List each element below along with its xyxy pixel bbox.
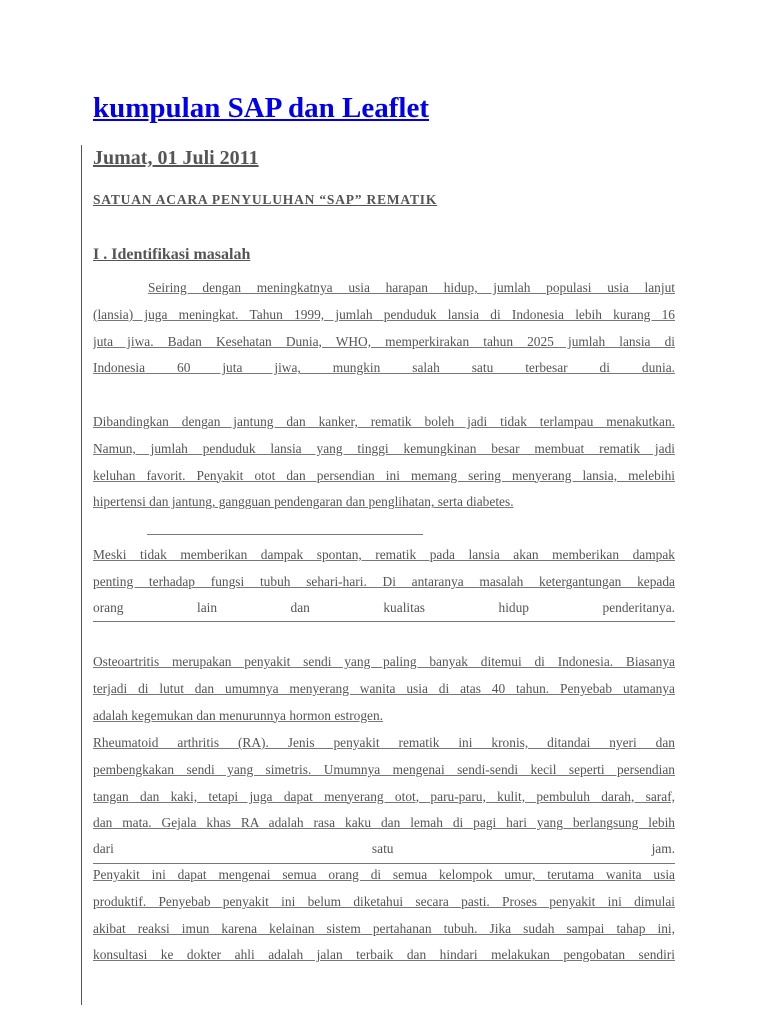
paragraph-line: akibat reaksi imun karena kelainan sistem pertahanan tubuh. Jika sudah sampai tahap ini,: [93, 920, 675, 936]
paragraph-line: adalah kegemukan dan menurunnya hormon estrogen.: [93, 707, 384, 723]
paragraph-2: [93, 409, 675, 516]
paragraph-3: [93, 542, 675, 622]
paragraph-line: Seiring dengan meningkatnya usia harapan hidup, jumlah populasi usia lanjut: [148, 280, 675, 295]
paragraph-6: [93, 862, 675, 969]
paragraph-5: [93, 730, 675, 864]
paragraph-line: tangan dan kaki, tetapi juga dapat menyerang otot, paru-paru, kulit, pembuluh darah, saraf,: [93, 788, 675, 804]
paragraph-line: Rheumatoid arthritis (RA). Jenis penyakit rematik ini kronis, ditandai nyeri dan: [93, 735, 675, 750]
paragraph-line: Penyakit ini dapat mengenai semua orang di semua kelompok umur, terutama wanita usia: [93, 867, 675, 882]
paragraph-4: [93, 649, 675, 729]
paragraph-line: dari satu jam.: [93, 837, 675, 864]
paragraph-line: pembengkakan sendi yang simetris. Umumnya mengenai sendi-sendi kecil seperti persendian: [93, 761, 675, 777]
paragraph-line: Osteoartritis merupakan penyakit sendi yang paling banyak ditemui di Indonesia. Biasanya: [93, 654, 675, 669]
paragraph-line: terjadi di lutut dan umumnya menyerang wanita usia di atas 40 tahun. Penyebab utamanya: [93, 680, 675, 696]
section-heading: I . Identifikasi masalah: [93, 246, 251, 263]
paragraph-line: produktif. Penyebab penyakit ini belum diketahui secara pasti. Proses penyakit ini dimulai: [93, 893, 675, 909]
left-vertical-rule: [81, 145, 82, 1005]
post-title: SATUAN ACARA PENYULUHAN “SAP” REMATIK: [93, 192, 438, 207]
paragraph-1: [93, 275, 675, 382]
post-date: Jumat, 01 Juli 2011: [93, 147, 259, 169]
separator-rule: [147, 534, 423, 535]
blog-title-link[interactable]: kumpulan SAP dan Leaflet: [93, 92, 430, 124]
paragraph-line: hipertensi dan jantung, gangguan pendengaran dan penglihatan, serta diabetes.: [93, 494, 514, 510]
paragraph-line: Namun, jumlah penduduk lansia yang tinggi kemungkinan besar membuat rematik jadi: [93, 440, 675, 456]
paragraph-line: orang lain dan kualitas hidup penderitanya.: [93, 596, 675, 623]
paragraph-line: juta jiwa. Badan Kesehatan Dunia, WHO, memperkirakan tahun 2025 jumlah lansia di: [93, 333, 675, 349]
paragraph-line: penting terhadap fungsi tubuh sehari-hari. Di antaranya masalah ketergantungan kepada: [93, 573, 675, 589]
paragraph-line: keluhan favorit. Penyakit otot dan persendian ini memang sering menyerang lansia, melebihi: [93, 467, 675, 483]
paragraph-line: Indonesia 60 juta jiwa, mungkin salah satu terbesar di dunia.: [93, 360, 675, 376]
paragraph-line: Meski tidak memberikan dampak spontan, rematik pada lansia akan memberikan dampak: [93, 547, 675, 562]
paragraph-line: (lansia) juga meningkat. Tahun 1999, jumlah penduduk lansia di Indonesia lebih kurang 16: [93, 306, 675, 322]
paragraph-line: konsultasi ke dokter ahli adalah jalan terbaik dan hindari melakukan pengobatan sendiri: [93, 947, 675, 963]
paragraph-line: dan mata. Gejala khas RA adalah rasa kaku dan lemah di pagi hari yang berlangsung lebih: [93, 815, 675, 831]
paragraph-line: Dibandingkan dengan jantung dan kanker, rematik boleh jadi tidak terlampau menakutkan.: [93, 414, 675, 429]
